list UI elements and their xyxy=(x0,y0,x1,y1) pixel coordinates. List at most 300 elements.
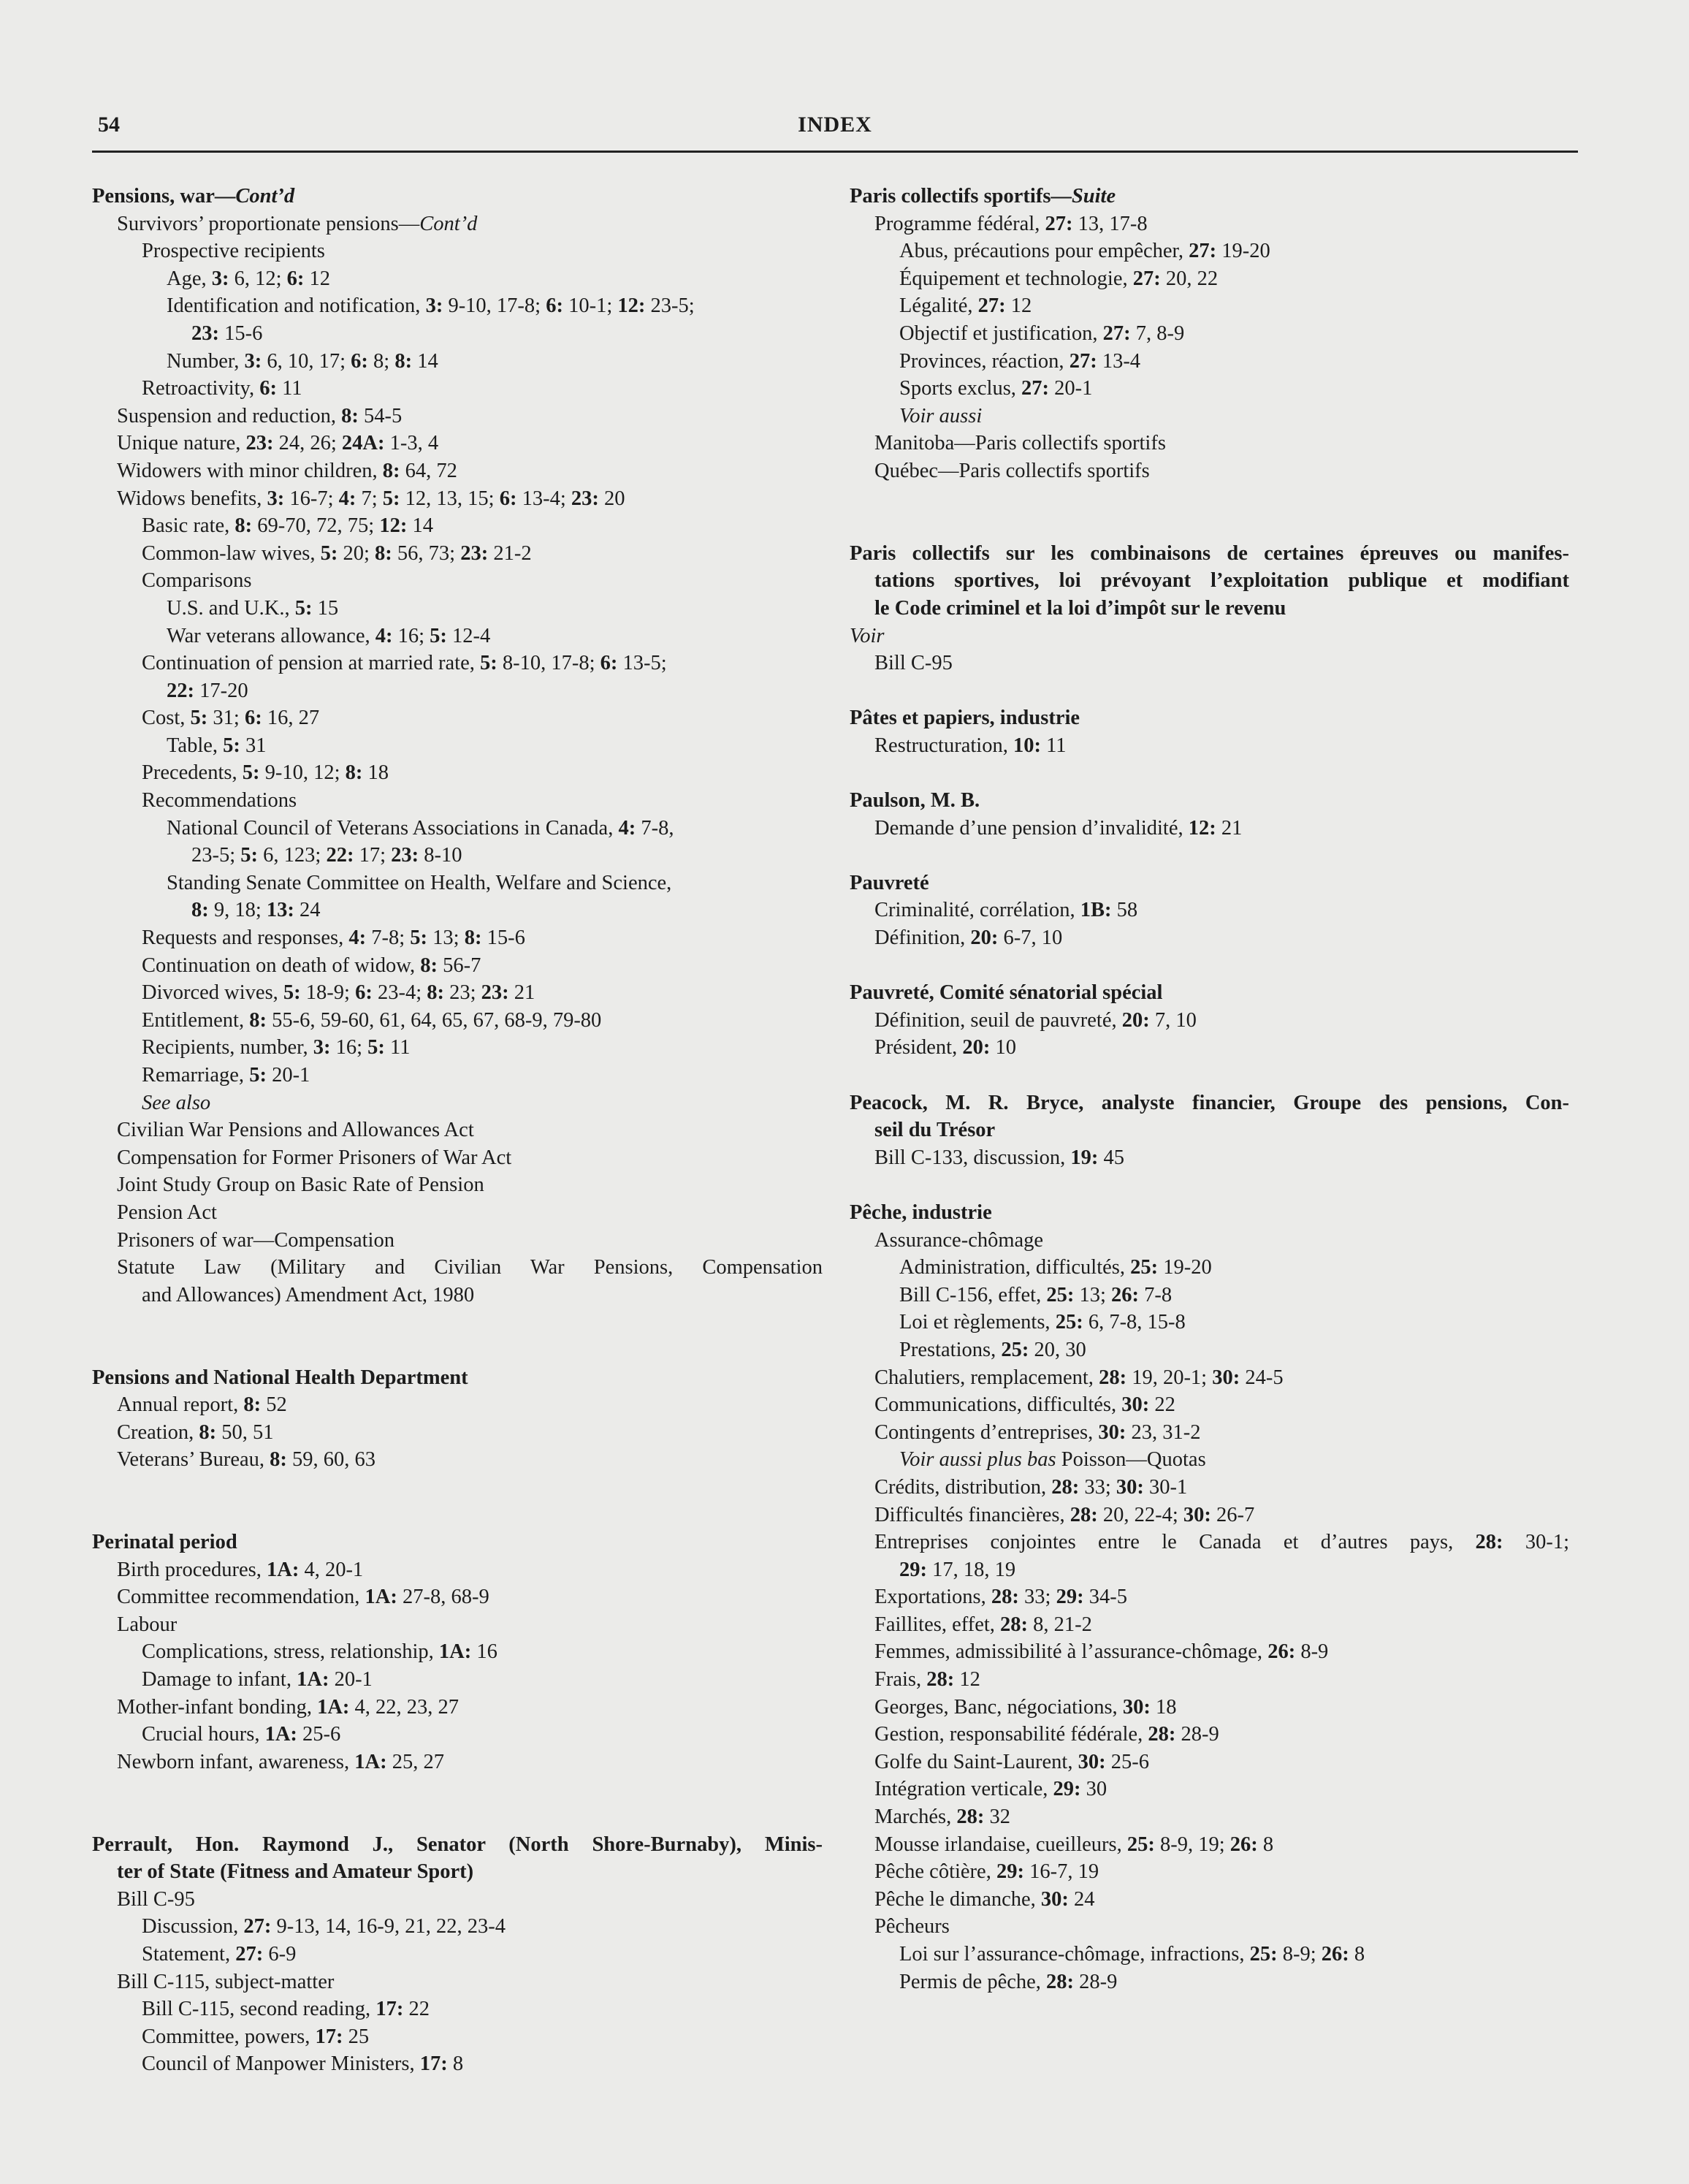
locator-references: 30: 23, 31-2 xyxy=(1098,1420,1201,1444)
index-subentry xyxy=(92,2050,823,2078)
index-subentry xyxy=(92,210,823,238)
entry-text: Statement, xyxy=(142,1943,236,1966)
entry-spacer xyxy=(92,1803,823,1831)
page-number: 54 xyxy=(98,113,120,137)
entry-text: Gestion, responsabilité fédérale, xyxy=(874,1723,1148,1746)
index-subentry xyxy=(850,1694,1569,1721)
entry-text: Recommendations xyxy=(142,789,297,813)
index-subentry xyxy=(92,1419,823,1447)
entry-text: Président, xyxy=(874,1036,963,1059)
entry-text: Loi sur l’assurance-chômage, infractions, xyxy=(899,1943,1250,1966)
index-subentry xyxy=(850,1721,1569,1749)
entry-spacer xyxy=(92,1776,823,1803)
entry-spacer xyxy=(850,1171,1569,1199)
entry-text: Cost, xyxy=(142,707,191,730)
index-subentry xyxy=(92,924,823,952)
index-subentry xyxy=(92,1749,823,1776)
locator-references: 4: 16; 5: 12-4 xyxy=(375,624,491,647)
index-subentry xyxy=(92,1666,823,1694)
index-subentry xyxy=(850,1391,1569,1419)
index-heading xyxy=(92,1364,823,1392)
entry-text: Femmes, admissibilité à l’assurance-chômage, xyxy=(874,1640,1268,1664)
index-subentry xyxy=(850,265,1569,293)
locator-references: 29: 16-7, 19 xyxy=(996,1860,1099,1884)
entry-text: Birth procedures, xyxy=(117,1558,267,1581)
index-subentry xyxy=(850,210,1569,238)
entry-text: Intégration verticale, xyxy=(874,1778,1053,1801)
locator-references: 25: 13; 26: 7-8 xyxy=(1046,1283,1173,1306)
entry-text: Newborn infant, awareness, xyxy=(117,1750,355,1773)
locator-references: 28: 33; 30: 30-1 xyxy=(1051,1475,1188,1499)
entry-text: War veterans allowance, xyxy=(167,624,375,647)
entry-text: Faillites, effet, xyxy=(874,1613,1001,1636)
index-subentry xyxy=(92,1638,823,1666)
index-subentry xyxy=(92,1721,823,1749)
index-subentry xyxy=(850,430,1569,457)
index-subentry xyxy=(850,1556,1569,1584)
locator-references: 27: 20, 22 xyxy=(1132,267,1219,290)
index-subentry xyxy=(92,1116,823,1144)
index-subentry xyxy=(850,1913,1569,1941)
page-heading: INDEX xyxy=(798,113,872,137)
locator-references: 20: 10 xyxy=(962,1036,1016,1059)
entry-text: National Council of Veterans Associations in Canada, xyxy=(167,816,619,840)
entry-text: ter of State (Fitness and Amateur Sport) xyxy=(117,1860,474,1884)
entry-text: Provinces, réaction, xyxy=(899,349,1070,373)
locator-references: 8: 59, 60, 63 xyxy=(270,1448,376,1472)
locator-references: 1A: 4, 22, 23, 27 xyxy=(317,1695,460,1719)
index-subentry xyxy=(850,1034,1569,1062)
index-subentry xyxy=(92,732,823,760)
index-subentry xyxy=(92,1886,823,1914)
entry-text: Frais, xyxy=(874,1668,927,1692)
entry-text: Paris collectifs sur les combinaisons de certaines épreuves ou manifes- xyxy=(850,541,1569,565)
locator-references: 28: 30-1; xyxy=(1475,1531,1569,1554)
locator-references: 25: 6, 7-8, 15-8 xyxy=(1055,1311,1186,1334)
index-subentry xyxy=(92,1007,823,1035)
entry-text: Remarriage, xyxy=(142,1064,250,1087)
locator-references: 25: 8-9; 26: 8 xyxy=(1249,1943,1365,1966)
locator-references: 3: 16; 5: 11 xyxy=(313,1036,411,1059)
locator-references: 23: 24, 26; 24A: 1-3, 4 xyxy=(245,432,439,455)
entry-text: Exportations, xyxy=(874,1586,991,1609)
index-heading xyxy=(850,704,1569,732)
index-heading xyxy=(92,183,823,210)
entry-text: Comparisons xyxy=(142,569,252,593)
index-heading xyxy=(850,595,1569,623)
index-subentry xyxy=(92,650,823,677)
entry-spacer xyxy=(850,1062,1569,1089)
locator-references: 27: 6-9 xyxy=(235,1943,297,1966)
index-subentry xyxy=(92,540,823,568)
italic-note: Voir aussi xyxy=(899,404,983,427)
index-subentry xyxy=(850,1144,1569,1172)
entry-text: Contingents d’entreprises, xyxy=(874,1420,1099,1444)
locator-references: 5: 18-9; 6: 23-4; 8: 23; 23: 21 xyxy=(283,981,535,1005)
locator-references: 28: 28-9 xyxy=(1148,1723,1219,1746)
index-subentry xyxy=(92,952,823,980)
entry-text: Crédits, distribution, xyxy=(874,1475,1052,1499)
locator-references: 4: 7-8; 5: 13; 8: 15-6 xyxy=(348,927,525,950)
entry-text: Pêche le dimanche, xyxy=(874,1887,1041,1911)
index-subentry xyxy=(92,1913,823,1941)
entry-text: Paulson, M. B. xyxy=(850,789,980,813)
index-subentry xyxy=(850,1309,1569,1336)
locator-references: 28: 20, 22-4; 30: 26-7 xyxy=(1070,1503,1255,1526)
entry-text: Civilian War Pensions and Allowances Act xyxy=(117,1119,474,1142)
entry-text: Annual report, xyxy=(117,1393,244,1417)
index-subentry xyxy=(850,1474,1569,1502)
entry-text: Compensation for Former Prisoners of War Act xyxy=(117,1146,512,1169)
entry-text: Requests and responses, xyxy=(142,927,349,950)
entry-text: Bill C-115, subject-matter xyxy=(117,1970,335,1993)
entry-text: Golfe du Saint-Laurent, xyxy=(874,1750,1078,1773)
entry-text: Légalité, xyxy=(899,294,978,318)
locator-references: 1A: 25-6 xyxy=(264,1723,341,1746)
entry-text: seil du Trésor xyxy=(874,1119,996,1142)
locator-references: 8: 50, 51 xyxy=(199,1420,274,1444)
entry-text: Labour xyxy=(117,1613,178,1636)
entry-text: Restructuration, xyxy=(874,734,1013,757)
index-subentry xyxy=(92,1199,823,1227)
entry-text: Creation, xyxy=(117,1420,199,1444)
locator-references: 5: 20; 8: 56, 73; 23: 21-2 xyxy=(320,541,532,565)
entry-spacer xyxy=(850,512,1569,540)
locator-references: 5: 20-1 xyxy=(249,1064,310,1087)
locator-references: 17: 25 xyxy=(315,2025,370,2048)
locator-references: 1A: 16 xyxy=(438,1640,497,1664)
entry-text: Identification and notification, xyxy=(167,294,426,318)
index-heading xyxy=(850,183,1569,210)
locator-references: 8: 69-70, 72, 75; 12: 14 xyxy=(235,514,433,538)
index-subentry xyxy=(92,1446,823,1474)
entry-text: Basic rate, xyxy=(142,514,235,538)
index-subentry xyxy=(850,1831,1569,1859)
index-subentry xyxy=(92,1062,823,1089)
entry-text: Georges, Banc, négociations, xyxy=(874,1695,1123,1719)
entry-text: Pensions, war— xyxy=(92,185,236,208)
index-subentry xyxy=(850,1803,1569,1831)
locator-references: 30: 22 xyxy=(1121,1393,1175,1417)
italic-note: Suite xyxy=(1071,185,1116,208)
locator-references: 8: 9, 18; 13: 24 xyxy=(191,899,321,922)
entry-text: Complications, stress, relationship, xyxy=(142,1640,439,1664)
locator-references: 8: 55-6, 59-60, 61, 64, 65, 67, 68-9, 79-80 xyxy=(249,1008,602,1032)
index-subentry xyxy=(92,870,823,897)
entry-text: Criminalité, corrélation, xyxy=(874,899,1080,922)
index-subentry xyxy=(92,1694,823,1721)
entry-text: Paris collectifs sportifs— xyxy=(850,185,1072,208)
locator-references: 10: 11 xyxy=(1013,734,1067,757)
locator-references: 1A: 20-1 xyxy=(297,1668,373,1692)
index-subentry xyxy=(850,1941,1569,1968)
locator-references: 5: 15 xyxy=(294,596,339,620)
entry-text: Divorced wives, xyxy=(142,981,283,1005)
index-subentry xyxy=(850,237,1569,265)
index-subentry xyxy=(850,320,1569,348)
entry-text: Définition, xyxy=(874,927,971,950)
index-heading xyxy=(850,979,1569,1007)
index-subentry xyxy=(850,650,1569,677)
locator-references: 8: 64, 72 xyxy=(382,459,457,482)
index-subentry xyxy=(850,1254,1569,1282)
index-subentry xyxy=(850,403,1569,430)
locator-references: 27: 7, 8-9 xyxy=(1102,321,1185,345)
entry-text: Unique nature, xyxy=(117,432,246,455)
entry-spacer xyxy=(92,1309,823,1336)
locator-references: 27: 13-4 xyxy=(1069,349,1141,373)
locator-references: 27: 12 xyxy=(977,294,1032,318)
index-subentry xyxy=(92,595,823,623)
entry-text: Pensions and National Health Department xyxy=(92,1366,468,1389)
entry-text: Committee recommendation, xyxy=(117,1586,365,1609)
entry-text: Loi et règlements, xyxy=(899,1311,1056,1334)
entry-text: Permis de pêche, xyxy=(899,1970,1047,1993)
locator-references: 5: 31 xyxy=(223,734,267,757)
index-subentry xyxy=(92,1282,823,1309)
index-subentry xyxy=(850,1968,1569,1996)
entry-text: Entreprises conjointes entre le Canada et d’autres pays, xyxy=(874,1531,1476,1554)
entry-text: Bill C-133, discussion, xyxy=(874,1146,1071,1169)
entry-text: Demande d’une pension d’invalidité, xyxy=(874,816,1189,840)
index-subentry xyxy=(850,1886,1569,1914)
index-subentry xyxy=(850,457,1569,485)
index-subentry xyxy=(92,1089,823,1117)
index-heading xyxy=(850,787,1569,815)
index-subentry xyxy=(92,375,823,403)
locator-references: 29: 30 xyxy=(1053,1778,1107,1801)
entry-text: Marchés, xyxy=(874,1806,957,1829)
locator-references: 28: 8, 21-2 xyxy=(1000,1613,1092,1636)
entry-text: U.S. and U.K., xyxy=(167,596,295,620)
locator-references: 19: 45 xyxy=(1070,1146,1125,1169)
locator-references: 28: 32 xyxy=(956,1806,1010,1829)
index-subentry xyxy=(92,1995,823,2023)
index-subentry xyxy=(850,1583,1569,1611)
entry-text: Veterans’ Bureau, xyxy=(117,1448,270,1472)
entry-text: Discussion, xyxy=(142,1915,244,1938)
entry-text: Mother-infant bonding, xyxy=(117,1695,318,1719)
header-rule xyxy=(92,151,1578,153)
index-subentry xyxy=(92,320,823,348)
italic-note: Cont’d xyxy=(235,185,295,208)
locator-references: 17: 22 xyxy=(375,1998,430,2021)
index-subentry xyxy=(850,924,1569,952)
left-column xyxy=(92,183,823,2078)
entry-text: Mousse irlandaise, cueilleurs, xyxy=(874,1833,1127,1856)
entry-text: Chalutiers, remplacement, xyxy=(874,1366,1099,1389)
right-column xyxy=(850,183,1569,1995)
entry-text: Perrault, Hon. Raymond J., Senator (North Shore-Burnaby), Minis- xyxy=(92,1833,823,1856)
locator-references: 23-5; 5: 6, 123; 22: 17; 23: 8-10 xyxy=(191,844,462,867)
italic-note: Cont’d xyxy=(419,212,478,235)
entry-text: Pâtes et papiers, industrie xyxy=(850,707,1080,730)
entry-text: Number, xyxy=(167,349,245,373)
index-subentry xyxy=(850,1776,1569,1803)
locator-references: 3: 6, 12; 6: 12 xyxy=(211,267,331,290)
index-heading xyxy=(850,1199,1569,1227)
entry-spacer xyxy=(850,677,1569,705)
index-heading xyxy=(92,1529,823,1556)
index-subentry xyxy=(92,1254,823,1282)
index-subentry xyxy=(92,1968,823,1996)
index-subentry xyxy=(850,1666,1569,1694)
index-heading xyxy=(92,1831,823,1859)
locator-references: 1A: 4, 20-1 xyxy=(266,1558,364,1581)
locator-references: 3: 16-7; 4: 7; 5: 12, 13, 15; 6: 13-4; 23: 20 xyxy=(267,487,625,510)
index-subentry xyxy=(850,1419,1569,1447)
entry-spacer xyxy=(850,952,1569,980)
index-subentry xyxy=(850,623,1569,650)
index-subentry xyxy=(92,1583,823,1611)
locator-references: 25: 20, 30 xyxy=(1001,1338,1086,1361)
entry-text: Crucial hours, xyxy=(142,1723,265,1746)
locator-references: 3: 6, 10, 17; 6: 8; 8: 14 xyxy=(244,349,438,373)
entry-text: Table, xyxy=(167,734,224,757)
entry-text: le Code criminel et la loi d’impôt sur le revenu xyxy=(874,596,1286,620)
index-subentry xyxy=(850,732,1569,760)
index-subentry xyxy=(850,1638,1569,1666)
index-subentry xyxy=(92,2023,823,2051)
index-subentry xyxy=(92,1556,823,1584)
index-subentry xyxy=(92,815,823,842)
index-subentry xyxy=(92,265,823,293)
entry-text: Peacock, M. R. Bryce, analyste financier, Groupe des pensions, Con- xyxy=(850,1091,1569,1114)
locator-references: 3: 9-10, 17-8; 6: 10-1; 12: 23-5; xyxy=(425,294,695,318)
index-subentry xyxy=(92,485,823,513)
index-subentry xyxy=(92,787,823,815)
entry-text: Widows benefits, xyxy=(117,487,267,510)
entry-text: Prisoners of war—Compensation xyxy=(117,1228,394,1252)
entry-text: Council of Manpower Ministers, xyxy=(142,2052,420,2076)
entry-text: Continuation of pension at married rate, xyxy=(142,652,480,675)
locator-references: 30: 24 xyxy=(1040,1887,1095,1911)
locator-references: 25: 8-9, 19; 26: 8 xyxy=(1126,1833,1274,1856)
index-subentry xyxy=(92,677,823,705)
entry-text: Bill C-156, effet, xyxy=(899,1283,1047,1306)
index-subentry xyxy=(850,1858,1569,1886)
locator-references: 17: 8 xyxy=(419,2052,464,2076)
index-subentry xyxy=(92,292,823,320)
entry-text: Age, xyxy=(167,267,212,290)
locator-references: 5: 9-10, 12; 8: 18 xyxy=(242,761,389,785)
entry-text: Widowers with minor children, xyxy=(117,459,383,482)
entry-text: Suspension and reduction, xyxy=(117,404,342,427)
entry-spacer xyxy=(850,759,1569,787)
locator-references: 5: 31; 6: 16, 27 xyxy=(190,707,320,730)
index-subentry xyxy=(850,1502,1569,1529)
entry-text: and Allowances) Amendment Act, 1980 xyxy=(142,1283,475,1306)
italic-note: Voir xyxy=(850,624,885,647)
index-subentry xyxy=(92,897,823,924)
locator-references: 20: 7, 10 xyxy=(1121,1008,1197,1032)
entry-text: Entitlement, xyxy=(142,1008,250,1032)
entry-text: Statute Law (Military and Civilian War Pensions, Compensation xyxy=(117,1256,823,1279)
locator-references: 27: 13, 17-8 xyxy=(1045,212,1148,235)
index-subentry xyxy=(92,842,823,870)
index-subentry xyxy=(92,1171,823,1199)
entry-text: Pension Act xyxy=(117,1201,217,1224)
locator-references: 30: 25-6 xyxy=(1078,1750,1149,1773)
entry-spacer xyxy=(850,485,1569,513)
index-subentry xyxy=(850,1611,1569,1639)
entry-text: tations sportives, loi prévoyant l’exploitation publique et modifiant xyxy=(874,569,1569,593)
italic-note: See also xyxy=(142,1091,211,1114)
locator-references: 1A: 25, 27 xyxy=(354,1750,444,1773)
entry-text: Continuation on death of widow, xyxy=(142,954,421,977)
index-subentry xyxy=(850,1749,1569,1776)
index-subentry xyxy=(850,1007,1569,1035)
entry-text: Abus, précautions pour empêcher, xyxy=(899,240,1189,263)
index-subentry xyxy=(92,979,823,1007)
entry-text: Damage to infant, xyxy=(142,1668,297,1692)
index-subentry xyxy=(92,348,823,376)
index-subentry xyxy=(850,815,1569,842)
locator-references: 8: 56-7 xyxy=(420,954,481,977)
locator-references: 6: 11 xyxy=(259,377,302,400)
locator-references: 29: 17, 18, 19 xyxy=(899,1558,1016,1581)
entry-text: Assurance-chômage xyxy=(874,1228,1044,1252)
entry-text: Pêche côtière, xyxy=(874,1860,996,1884)
entry-text: Recipients, number, xyxy=(142,1036,313,1059)
locator-references: 28: 19, 20-1; 30: 24-5 xyxy=(1099,1366,1284,1389)
entry-text: Pauvreté, Comité sénatorial spécial xyxy=(850,981,1163,1005)
entry-text: Standing Senate Committee on Health, Welfare and Science, xyxy=(167,871,672,894)
index-subentry xyxy=(92,430,823,457)
entry-text: Difficultés financières, xyxy=(874,1503,1070,1526)
index-subentry xyxy=(92,759,823,787)
entry-text: Pauvreté xyxy=(850,871,929,894)
locator-references: 1B: 58 xyxy=(1080,899,1138,922)
index-subentry xyxy=(850,375,1569,403)
index-heading xyxy=(850,1116,1569,1144)
index-subentry xyxy=(92,1227,823,1255)
locator-references: 28: 28-9 xyxy=(1046,1970,1118,1993)
entry-text: Joint Study Group on Basic Rate of Pension xyxy=(117,1173,484,1197)
index-heading xyxy=(850,1089,1569,1117)
index-subentry xyxy=(850,1282,1569,1309)
index-subentry xyxy=(92,403,823,430)
index-subentry xyxy=(850,1227,1569,1255)
locator-references: 27: 20-1 xyxy=(1021,377,1093,400)
index-subentry xyxy=(92,623,823,650)
entry-text: Équipement et technologie, xyxy=(899,267,1133,290)
index-subentry xyxy=(850,897,1569,924)
index-subentry xyxy=(850,348,1569,376)
index-subentry xyxy=(92,1034,823,1062)
entry-text: Bill C-95 xyxy=(874,652,953,675)
entry-tail: Poisson—Quotas xyxy=(1056,1448,1206,1472)
locator-references: 23: 15-6 xyxy=(191,321,263,345)
locator-references: 8: 52 xyxy=(243,1393,287,1417)
locator-references: 28: 33; 29: 34-5 xyxy=(991,1586,1127,1609)
entry-text: Retroactivity, xyxy=(142,377,260,400)
locator-references: 22: 17-20 xyxy=(167,679,248,702)
locator-references: 28: 12 xyxy=(926,1668,980,1692)
entry-spacer xyxy=(92,1474,823,1502)
entry-text: Precedents, xyxy=(142,761,243,785)
italic-note: Voir aussi plus bas xyxy=(899,1448,1056,1472)
index-subentry xyxy=(92,1391,823,1419)
index-subentry xyxy=(92,1144,823,1172)
locator-references: 4: 7-8, xyxy=(618,816,674,840)
entry-text: Québec—Paris collectifs sportifs xyxy=(874,459,1150,482)
entry-text: Prestations, xyxy=(899,1338,1002,1361)
locator-references: 12: 21 xyxy=(1188,816,1243,840)
index-subentry xyxy=(92,1941,823,1968)
index-subentry xyxy=(92,237,823,265)
entry-spacer xyxy=(92,1336,823,1364)
